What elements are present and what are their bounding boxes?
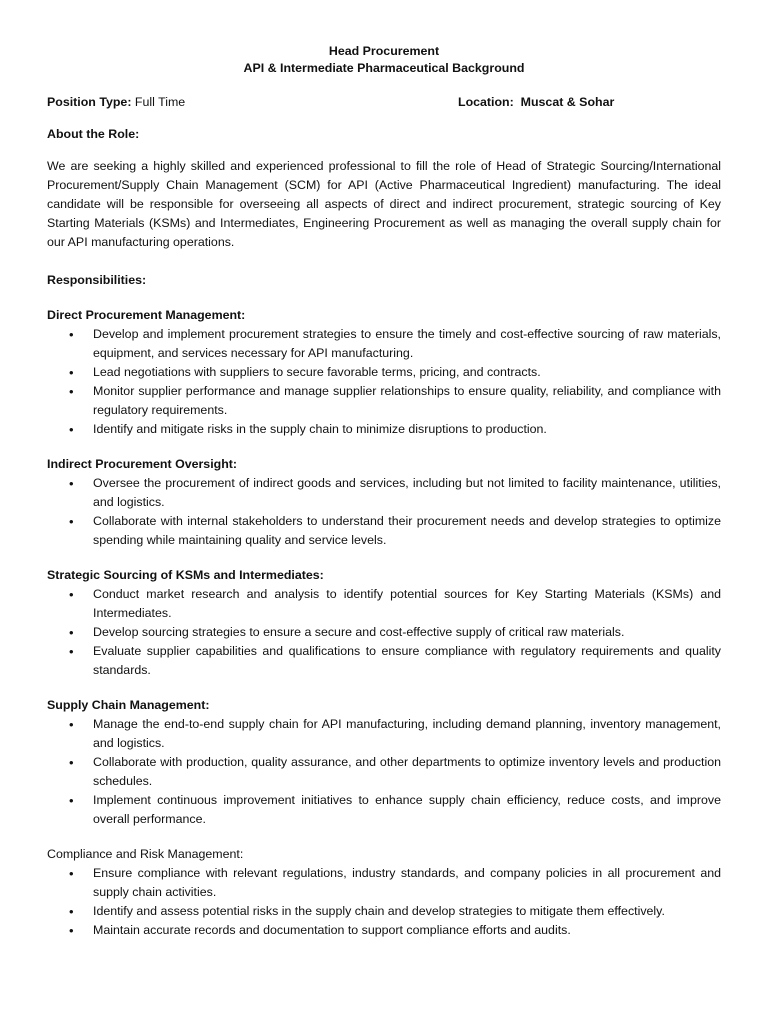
- location-value: Muscat & Sohar: [513, 95, 615, 109]
- bullet-icon: •: [69, 866, 74, 881]
- location-label: Location:: [458, 95, 514, 109]
- section-supply-chain: [47, 696, 721, 829]
- bullet-icon: •: [69, 365, 74, 380]
- bullet-icon: •: [69, 514, 74, 529]
- list-item: • Lead negotiations with suppliers to secure favorable terms, pricing, and contracts.: [69, 365, 541, 380]
- bullet-icon: •: [69, 476, 74, 491]
- meta-row: [47, 93, 721, 112]
- list-item: • Collaborate with internal stakeholders to understand their procurement needs and develop strategies to optimize spending while maintaining quality and service levels.: [69, 514, 721, 547]
- section-heading: Indirect Procurement Oversight:: [47, 457, 238, 471]
- list-item: • Oversee the procurement of indirect goods and services, including but not limited to facility maintenance, utilities, and logistics.: [69, 476, 721, 509]
- list-item: • Evaluate supplier capabilities and qualifications to ensure compliance with regulatory requirements and quality standards.: [69, 644, 721, 677]
- list-item: • Implement continuous improvement initiatives to enhance supply chain efficiency, reduce costs, and improve overall performance.: [69, 793, 721, 826]
- title-line-2: API & Intermediate Pharmaceutical Background: [243, 61, 525, 75]
- bullet-list: [47, 715, 721, 829]
- bullet-icon: •: [69, 327, 74, 342]
- list-item: • Identify and assess potential risks in the supply chain and develop strategies to mitigate them effectively.: [69, 904, 665, 919]
- list-item: • Manage the end-to-end supply chain for API manufacturing, including demand planning, inventory management, and logistics.: [69, 717, 721, 750]
- section-heading: Compliance and Risk Management:: [47, 847, 244, 861]
- bullet-list: [47, 585, 721, 680]
- list-item: • Develop sourcing strategies to ensure a secure and cost-effective supply of critical raw materials.: [69, 625, 625, 640]
- bullet-list: [47, 864, 721, 940]
- bullet-icon: •: [69, 793, 74, 808]
- about-heading: About the Role:: [47, 127, 140, 141]
- section-heading: Supply Chain Management:: [47, 698, 210, 712]
- bullet-list: [47, 325, 721, 439]
- bullet-icon: •: [69, 587, 74, 602]
- section-indirect-procurement: [47, 455, 721, 550]
- bullet-icon: •: [69, 384, 74, 399]
- section-heading: Strategic Sourcing of KSMs and Intermediates:: [47, 568, 324, 582]
- section-direct-procurement: [47, 306, 721, 439]
- responsibilities-heading: Responsibilities:: [47, 273, 147, 287]
- bullet-icon: •: [69, 644, 74, 659]
- position-type: [47, 93, 185, 112]
- position-type-value: Full Time: [131, 95, 186, 109]
- list-item: • Identify and mitigate risks in the supply chain to minimize disruptions to production.: [69, 422, 547, 437]
- list-item: • Collaborate with production, quality assurance, and other departments to optimize inventory levels and production schedules.: [69, 755, 721, 788]
- bullet-icon: •: [69, 923, 74, 938]
- list-item: • Conduct market research and analysis to identify potential sources for Key Starting Materials (KSMs) and Intermediates.: [69, 587, 721, 620]
- list-item: • Monitor supplier performance and manage supplier relationships to ensure quality, reliability, and compliance with regulatory requirements.: [69, 384, 721, 417]
- position-type-label: Position Type:: [47, 95, 132, 109]
- location: [458, 93, 614, 112]
- bullet-icon: •: [69, 755, 74, 770]
- bullet-icon: •: [69, 904, 74, 919]
- list-item: • Develop and implement procurement strategies to ensure the timely and cost-effective sourcing of raw materials, equipment, and services necessary for API manufacturing.: [69, 327, 721, 360]
- list-item: • Maintain accurate records and documentation to support compliance efforts and audits.: [69, 923, 571, 938]
- document-title: [47, 43, 721, 77]
- bullet-icon: •: [69, 422, 74, 437]
- section-compliance-risk: [47, 845, 721, 940]
- bullet-icon: •: [69, 625, 74, 640]
- list-item: • Ensure compliance with relevant regulations, industry standards, and company policies in all procurement and supply chain activities.: [69, 866, 721, 899]
- section-heading: Direct Procurement Management:: [47, 308, 246, 322]
- section-strategic-sourcing: [47, 566, 721, 680]
- bullet-icon: •: [69, 717, 74, 732]
- bullet-list: [47, 474, 721, 550]
- title-line-1: Head Procurement: [328, 44, 440, 58]
- about-paragraph: We are seeking a highly skilled and experienced professional to fill the role of Head of Strategic Sourcing/International Procurement/Supply Chain Management (SCM) for API (Active Pharmaceutical Ingredient) manufacturing. The ideal candidate will be responsible for overseeing all aspects of direct and indirect procurement, strategic sourcing of Key Starting Materials (KSMs) and Intermediates, Engineering Procurement as well as managing the overall supply chain for our API manufacturing operations.: [47, 159, 721, 249]
